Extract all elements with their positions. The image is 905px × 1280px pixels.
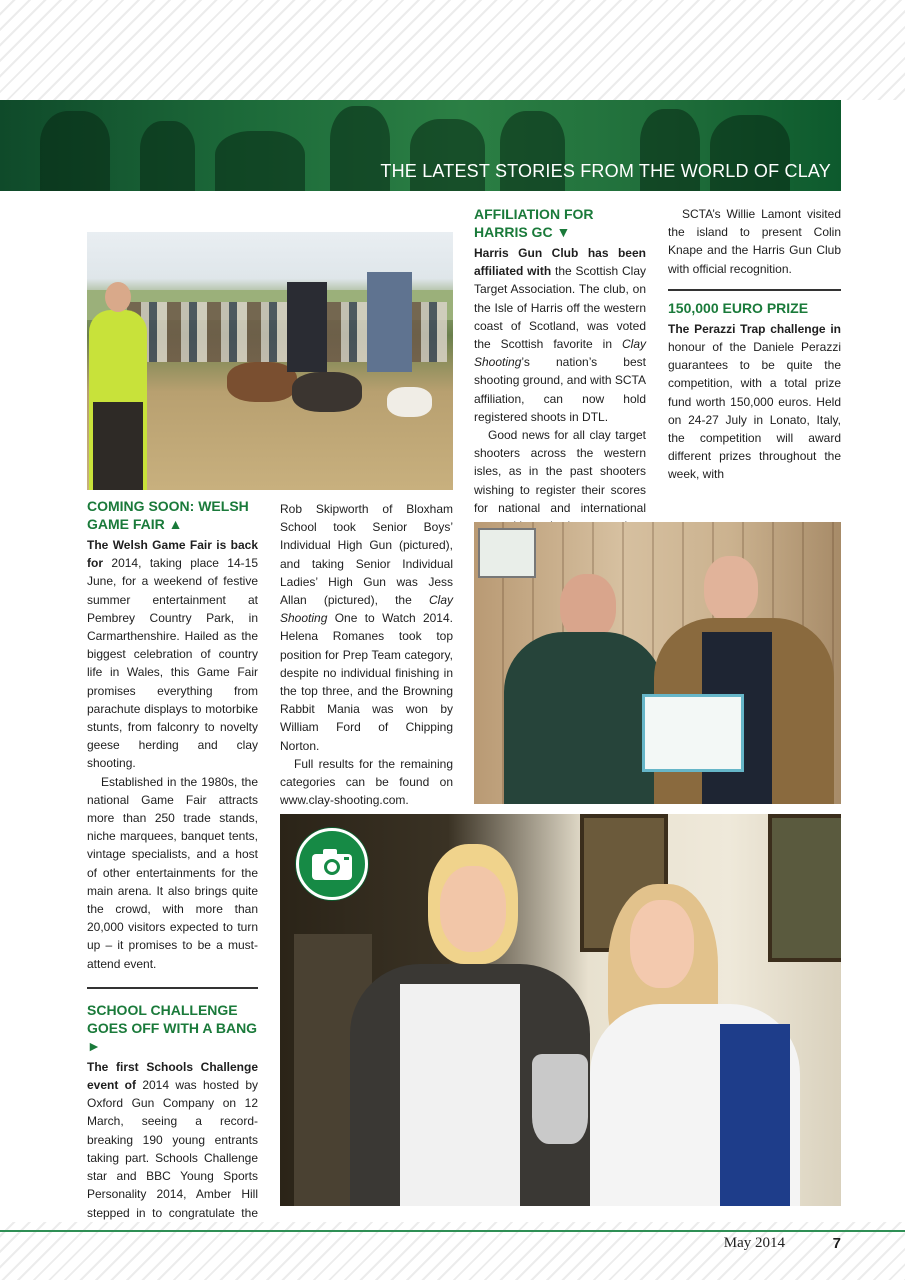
lead-in: Harris Gun Club has been affiliated with <box>474 246 646 279</box>
banner-silhouette <box>215 131 305 191</box>
banner-silhouette <box>140 121 195 191</box>
body-text: One to Watch 2014. Helena Romanes took top position for Prep Team category, despite no individual finishing in the top three, and the Browning Rabbit Mania was won by William Ford of Chipping Norton. <box>280 611 453 753</box>
column-school-challenge-cont <box>280 500 453 809</box>
lead-in: The Perazzi Trap challenge in <box>668 321 841 336</box>
magazine-title: Clay Shooting <box>280 593 453 626</box>
paragraph: Full results for the remaining categories can be found on www.clay-shooting.com. <box>280 756 453 808</box>
body-text: the Scottish Clay Target Association. The club, on the Isle of Harris off the western coast of Scotland, was voted the Scottish favorite in <box>474 264 647 352</box>
body-text: honour of the Daniele Perazzi guarantees to be quite the competition, with a total prize fund worth 150,000 euros. Held on 24-27 July in Lonato, Italy, the competition will award different prizes throughout the week, with <box>668 340 841 482</box>
body-text: 2014, taking place 14-15 June, for a weekend of festive summer entertainment at Pembrey Country Park, in Carmarthenshire. Hailed as the biggest celebration of country life in Wales, this Game Fair promises everything from parachute displays to motorbike stunts, from falconry to novelty geese herding and clay shooting. <box>87 556 258 771</box>
photo-harris-gun-club <box>474 522 841 804</box>
paragraph: Good news for all clay target shooters across the western isles, as in the past shooters wishing to register their scores for national and international <box>474 428 646 515</box>
trophy <box>532 1054 588 1144</box>
paragraph <box>668 320 841 484</box>
body-text: Rob Skipworth of Bloxham School took Senior Boys’ Individual High Gun (pictured), and taking Senior Individual Ladies’ High Gun was Jess Allan (pictured), the <box>280 502 453 608</box>
paragraph <box>280 500 453 755</box>
certificate <box>642 694 744 772</box>
headline-school-challenge: SCHOOL CHALLENGE GOES OFF WITH A BANG ► <box>87 1001 258 1054</box>
column-welsh-game-fair <box>87 497 258 1258</box>
lead-in: The first Schools Challenge event of <box>87 1059 258 1093</box>
headline-harris-gc: AFFILIATION FOR HARRIS GC ▼ <box>474 206 594 240</box>
headline-welsh-game-fair: COMING SOON: WELSH GAME FAIR ▲ <box>87 498 249 532</box>
divider <box>87 987 258 989</box>
top-stripe-pattern <box>0 0 905 100</box>
paragraph <box>474 244 646 426</box>
lead-in: The Welsh Game Fair is back for <box>87 538 258 571</box>
section-title: THE LATEST STORIES FROM THE WORLD OF CLAY <box>380 161 831 181</box>
page-number: 7 <box>832 1235 841 1252</box>
column-harris-gc <box>474 205 646 553</box>
header-banner <box>0 100 841 191</box>
club-logo <box>478 528 536 578</box>
issue-date: May 2014 <box>723 1235 785 1251</box>
camera-icon <box>296 828 368 900</box>
paragraph: Established in the 1980s, the national Game Fair attracts more than 250 trade stands, niche marquees, banquet tents, vintage specialists, and a host of other entertainments for the main arena. It also brings quite the crowd, with more than 20,000 visitors expected to turn up – it promises to be a must-attend event. <box>87 774 258 971</box>
footer-rule <box>0 1230 905 1232</box>
divider <box>668 289 841 291</box>
magazine-title: Clay Shooting <box>474 337 646 370</box>
headline-euro-prize: 150,000 EURO PRIZE <box>668 299 809 316</box>
body-text: ’s nation’s best shooting ground, and with SCTA affiliation, can now hold registered shoots in DTL. <box>474 355 646 424</box>
body-text: 2014 was hosted by Oxford Gun Company on 12 March, seeing a record-breaking 190 young entrants taking part. Schools Challenge star and BBC Young Sports Personality 2014, Amber Hill stepped in to congratulate the <box>87 1078 258 1220</box>
paragraph: SCTA’s Willie Lamont visited the island to present Colin Knape and the Harris Gun Club with official recognition. <box>668 207 841 276</box>
photo-welsh-game-fair <box>87 232 453 490</box>
banner-silhouette <box>40 111 110 191</box>
paragraph <box>87 536 258 773</box>
column-perazzi <box>668 205 841 484</box>
